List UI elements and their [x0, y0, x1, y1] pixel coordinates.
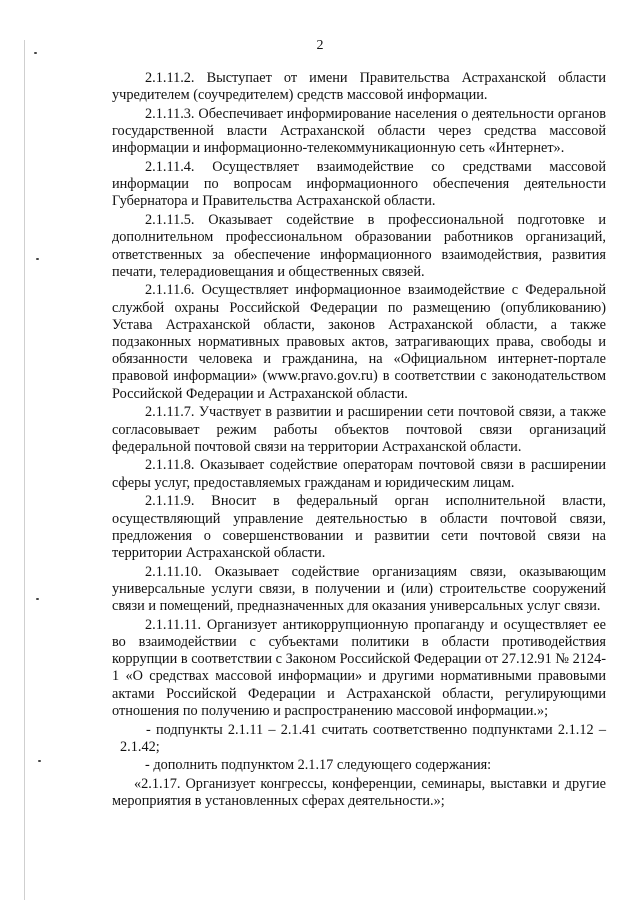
paragraph-2-1-11-10: 2.1.11.10. Оказывает содействие организациям связи, оказывающим универсальные услуги связи, в получении и (или) строительстве сооружений связи и помещений, предназначенных для оказания универсальных услуг связи. [112, 563, 606, 615]
paragraph-2-1-11-11: 2.1.11.11. Организует антикоррупционную пропаганду и осуществляет ее во взаимодействии с субъектами политики в области противодействия коррупции в соответствии с Законом Российской Федерации от 27.12.91 № 2124-1 «О средствах массовой информации» и другими нормативными правовыми актами Российской Федерации и Астраханской области, регулирующими отношения по получению и распространению массовой информации.»; [112, 616, 606, 719]
paragraph-2-1-11-8: 2.1.11.8. Оказывает содействие операторам почтовой связи в расширении сферы услуг, предоставляемых гражданам и юридическим лицам. [112, 457, 606, 491]
paragraph-2-1-11-4: 2.1.11.4. Осуществляет взаимодействие со средствами массовой информации по вопросам информационного обеспечения деятельности Губернатора и Правительства Астраханской области. [112, 159, 606, 210]
scan-mark [36, 598, 39, 600]
scan-mark [34, 52, 37, 54]
paragraph-2-1-11-9: 2.1.11.9. Вносит в федеральный орган исполнительной власти, осуществляющий управление деятельностью в области почтовой связи, предложения о совершенствовании и развитии сети почтовой связи на территории Астраханской области. [112, 493, 606, 561]
scan-mark [38, 760, 41, 762]
paragraph-2-1-17: «2.1.17. Организует конгрессы, конференции, семинары, выставки и другие мероприятия в установленных сферах деятельности.»; [112, 776, 606, 810]
paragraph-2-1-11-3: 2.1.11.3. Обеспечивает информирование населения о деятельности органов государственной власти Астраханской области через средства массовой информации и информационно-телекоммуникационную сеть «Интернет». [112, 105, 606, 157]
paragraph-supplement: - дополнить подпунктом 2.1.17 следующего содержания: [145, 757, 492, 774]
paragraph-renumber: - подпункты 2.1.11 – 2.1.41 считать соответственно подпунктами 2.1.12 – 2.1.42; [120, 721, 606, 755]
page-number: 2 [316, 38, 324, 53]
paragraph-2-1-11-7: 2.1.11.7. Участвует в развитии и расширении сети почтовой связи, а также согласовывает режим работы объектов почтовой связи организаций федеральной почтовой связи на территории Астраханской области. [112, 404, 606, 455]
paragraph-2-1-11-5: 2.1.11.5. Оказывает содействие в профессиональной подготовке и дополнительном профессиональном образовании работников организаций, ответственных за обеспечение информационного взаимодействия, развития печати, телерадиовещания и общественных связей. [112, 212, 606, 280]
scan-margin-line [24, 40, 25, 900]
paragraph-2-1-11-6: 2.1.11.6. Осуществляет информационное взаимодействие с Федеральной службой охраны Российской Федерации по размещению (опубликованию) Устава Астраханской области, законов Астраханской области, а также подзаконных нормативных правовых актов, затрагивающих права, свободы и обязанности человека и гражданина, на «Официальном интернет-портале правовой информации» (www.pravo.gov.ru) в соответствии с законодательством Российской Федерации и Астраханской области. [112, 282, 606, 402]
paragraph-2-1-11-2: 2.1.11.2. Выступает от имени Правительства Астраханской области учредителем (соучредителем) средств массовой информации. [112, 70, 606, 104]
document-body [112, 70, 606, 812]
scan-mark [36, 258, 39, 260]
